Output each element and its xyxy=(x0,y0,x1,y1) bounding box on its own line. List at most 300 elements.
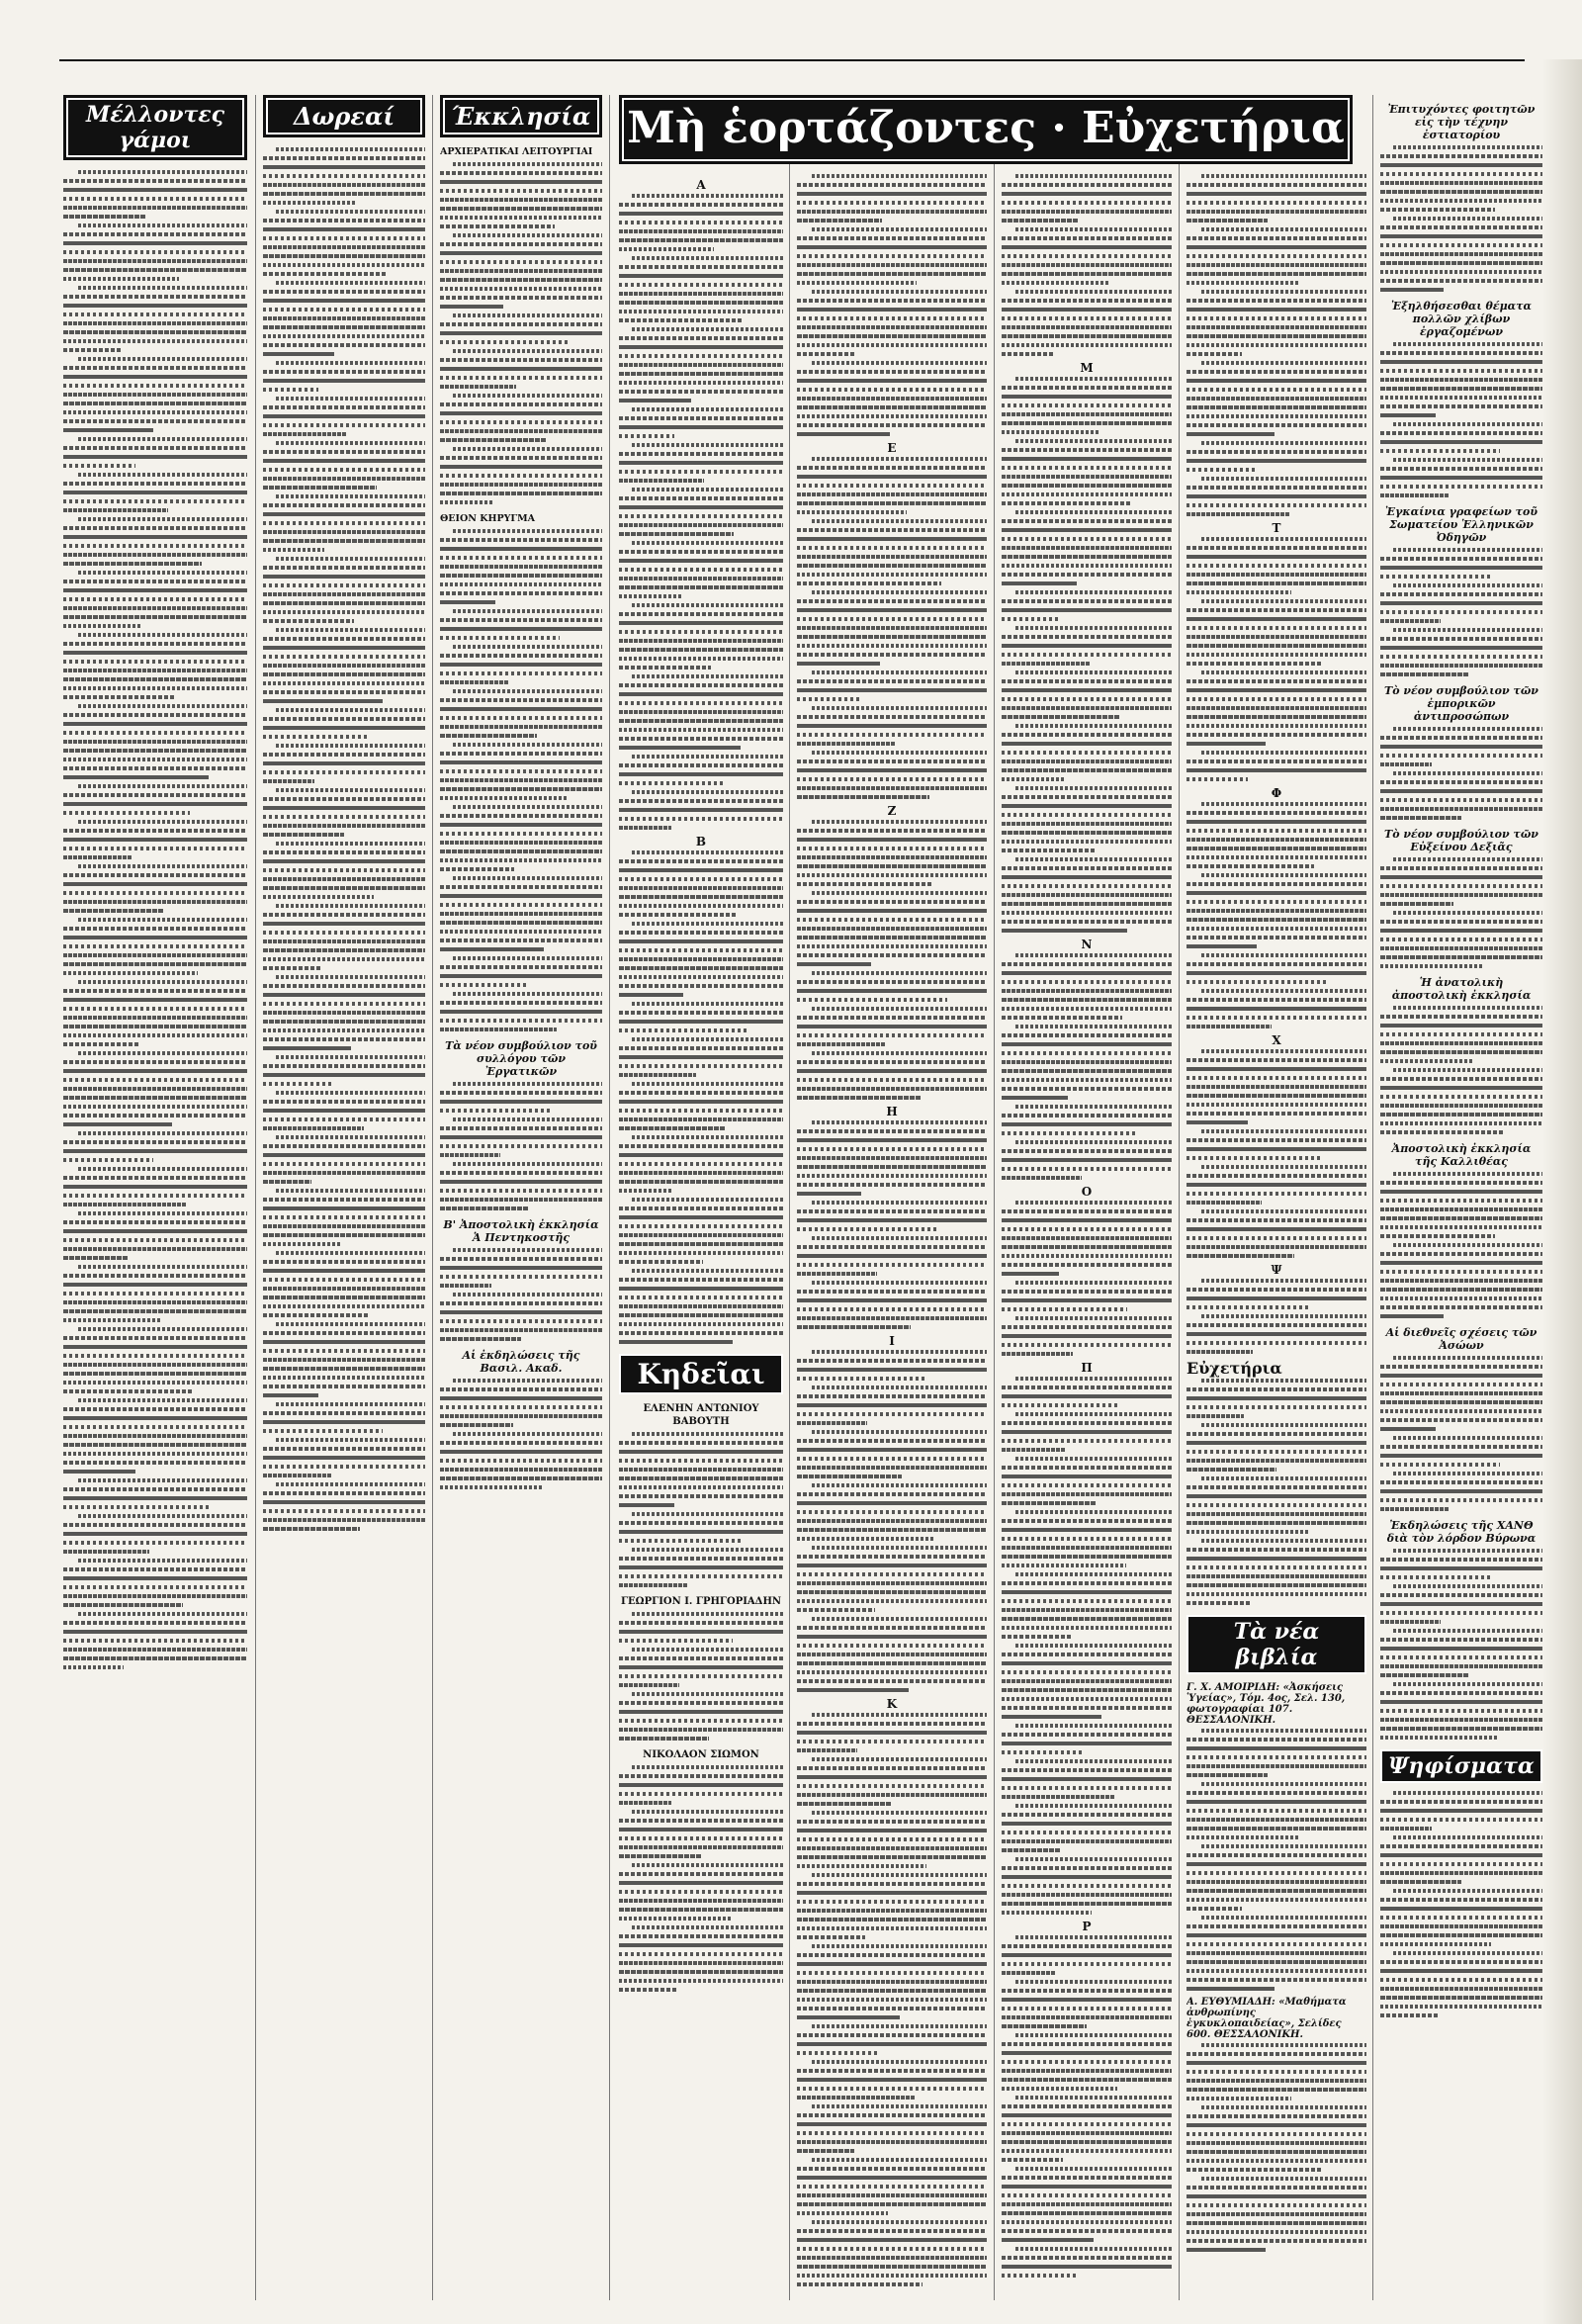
text-line xyxy=(63,793,247,797)
text-paragraph xyxy=(797,1051,987,1100)
book-review-1 xyxy=(1186,1729,1366,1991)
text-line xyxy=(1393,628,1542,632)
text-line xyxy=(797,1263,987,1267)
text-line xyxy=(1380,1827,1432,1831)
text-line xyxy=(1186,1485,1366,1489)
text-line xyxy=(1380,1898,1542,1902)
text-line xyxy=(619,1296,783,1299)
text-line xyxy=(797,653,987,657)
text-line xyxy=(1002,1122,1172,1126)
text-line xyxy=(263,263,425,267)
subheading-c8-2: Ἐξηλθήσεσθαι θέματα πολλῶν χλίβων ἐργαζομένων xyxy=(1391,300,1532,338)
text-line xyxy=(797,272,987,276)
text-line xyxy=(78,704,247,708)
text-line xyxy=(263,655,425,659)
text-line xyxy=(1002,980,1172,984)
text-line xyxy=(797,679,987,683)
text-paragraph xyxy=(1380,583,1542,623)
text-line xyxy=(619,913,736,917)
text-line xyxy=(440,402,602,406)
text-line xyxy=(63,1300,247,1304)
church-text-c xyxy=(440,1082,602,1210)
c8-text-j xyxy=(1380,1791,1542,2017)
text-line xyxy=(1186,1942,1366,1946)
text-line xyxy=(797,1218,987,1222)
text-line xyxy=(1015,1457,1172,1461)
text-line xyxy=(1002,1813,1172,1817)
text-line xyxy=(797,760,987,763)
text-line xyxy=(812,457,987,461)
text-line xyxy=(263,423,425,427)
text-line xyxy=(812,1007,987,1011)
text-line xyxy=(797,1421,867,1425)
text-line xyxy=(1002,840,1172,844)
text-paragraph xyxy=(1002,857,1172,933)
text-line xyxy=(440,1180,602,1184)
text-line xyxy=(797,1298,987,1302)
text-line xyxy=(619,1728,783,1732)
text-line xyxy=(797,1837,987,1841)
text-line xyxy=(440,894,602,898)
text-line xyxy=(78,820,247,824)
text-line xyxy=(263,761,425,765)
text-line xyxy=(276,494,425,498)
text-line xyxy=(1186,2114,1366,2118)
text-line xyxy=(440,340,569,344)
text-line xyxy=(263,779,314,783)
text-line xyxy=(619,1854,701,1858)
text-line xyxy=(1186,980,1329,984)
text-line xyxy=(440,260,602,264)
text-line xyxy=(1002,201,1172,205)
text-line xyxy=(1380,884,1542,888)
text-line xyxy=(263,1126,364,1130)
text-line xyxy=(632,194,783,198)
text-line xyxy=(812,1483,987,1487)
text-line xyxy=(1002,1042,1172,1046)
text-line xyxy=(63,802,247,806)
text-line xyxy=(63,1025,247,1028)
text-line xyxy=(797,281,917,285)
text-line xyxy=(1186,1960,1366,1964)
text-line xyxy=(1002,236,1172,240)
text-line xyxy=(1002,1831,1172,1834)
text-line xyxy=(797,697,861,701)
text-line xyxy=(619,966,783,970)
text-line xyxy=(619,719,783,723)
text-line xyxy=(1002,1176,1082,1180)
text-line xyxy=(263,753,425,757)
c8-text-f xyxy=(1380,1006,1542,1134)
text-paragraph xyxy=(263,842,425,899)
text-line xyxy=(1186,688,1366,692)
text-line xyxy=(1380,1575,1492,1579)
text-line xyxy=(1186,662,1323,666)
text-line xyxy=(619,683,783,687)
text-line xyxy=(1186,936,1366,939)
text-line xyxy=(63,953,247,957)
text-line xyxy=(1186,1288,1366,1292)
text-line xyxy=(1393,1835,1542,1839)
text-line xyxy=(632,603,783,607)
text-line xyxy=(797,183,987,187)
text-paragraph xyxy=(797,2220,987,2286)
text-line xyxy=(619,247,714,251)
text-line xyxy=(1380,1727,1542,1731)
text-line xyxy=(63,606,247,610)
text-line xyxy=(797,1748,857,1752)
text-line xyxy=(619,1979,783,1983)
text-line xyxy=(63,535,247,539)
subheading-c8-7: Ἀποστολικὴ ἐκκλησία τῆς Καλλιθέας xyxy=(1391,1142,1532,1168)
text-paragraph xyxy=(797,457,987,514)
text-line xyxy=(619,1020,783,1024)
text-line xyxy=(1380,1383,1542,1386)
text-line xyxy=(619,310,783,313)
text-paragraph xyxy=(1002,1935,1172,1975)
text-line xyxy=(619,1215,783,1219)
text-line xyxy=(1002,599,1172,603)
text-line xyxy=(1186,2150,1366,2154)
book-review-2 xyxy=(1186,2043,1366,2252)
text-line xyxy=(1002,316,1172,320)
text-line xyxy=(1015,1935,1172,1939)
subheading-archieratikai: ΑΡΧΙΕΡΑΤΙΚΑΙ ΛΕΙΤΟΥΡΓΙΑΙ xyxy=(440,146,593,157)
text-paragraph xyxy=(63,170,247,219)
text-line xyxy=(1186,777,1248,781)
text-line xyxy=(812,1944,987,1948)
text-line xyxy=(619,1836,783,1840)
text-line xyxy=(1002,1096,1068,1100)
text-line xyxy=(1186,1183,1366,1187)
text-line xyxy=(1380,1391,1542,1395)
text-line xyxy=(1380,1024,1542,1028)
text-line xyxy=(1380,902,1453,906)
text-line xyxy=(1380,288,1444,292)
text-line xyxy=(1002,1528,1172,1532)
text-line xyxy=(1201,802,1366,806)
text-line xyxy=(1186,635,1366,639)
text-line xyxy=(1015,1025,1172,1028)
text-line xyxy=(1002,1114,1172,1117)
text-line xyxy=(453,1162,602,1166)
text-line xyxy=(1380,1907,1542,1911)
text-line xyxy=(619,1521,783,1525)
text-line xyxy=(1201,2105,1366,2109)
text-line xyxy=(263,486,377,490)
text-line xyxy=(63,1648,247,1652)
alphabet-letter-heading: Η xyxy=(886,1105,898,1118)
text-line xyxy=(263,521,425,525)
text-line xyxy=(63,428,153,432)
text-paragraph xyxy=(797,1757,987,1806)
text-line xyxy=(1201,1844,1366,1848)
text-paragraph xyxy=(797,2060,987,2100)
text-line xyxy=(797,466,987,470)
text-line xyxy=(276,210,425,214)
text-line xyxy=(263,1171,425,1175)
text-line xyxy=(263,334,425,338)
text-line xyxy=(63,758,247,761)
text-line xyxy=(797,1096,921,1100)
text-line xyxy=(1002,1421,1172,1425)
book-title-1: Γ. Χ. ΑΜΟΙΡΙΔΗ: «Ἀσκήσεις Ὑγείας», Τόμ. 4ος, Σελ. 130, φωτογραφίαι 107. ΘΕΣΣΑΛΟΝΙΚΗ. xyxy=(1186,1682,1346,1726)
text-line xyxy=(63,1069,247,1073)
text-line xyxy=(78,1051,247,1055)
text-line xyxy=(1186,617,1366,621)
text-line xyxy=(263,1429,383,1433)
text-line xyxy=(619,808,783,812)
text-line xyxy=(1186,2230,1366,2234)
text-line xyxy=(1186,1103,1366,1107)
text-line xyxy=(63,1158,153,1162)
text-paragraph xyxy=(1380,1889,1542,1946)
text-paragraph xyxy=(63,1167,247,1207)
text-line xyxy=(797,1501,987,1505)
text-line xyxy=(1186,468,1257,472)
text-line xyxy=(797,1412,987,1416)
text-line xyxy=(1186,210,1366,214)
text-line xyxy=(1002,715,1120,719)
text-line xyxy=(1380,1566,1542,1570)
text-line xyxy=(1002,1334,1172,1338)
text-line xyxy=(1186,1147,1366,1151)
text-line xyxy=(1186,334,1366,338)
text-line xyxy=(797,1129,987,1133)
text-line xyxy=(276,1402,425,1406)
text-line xyxy=(797,2042,987,2046)
text-paragraph xyxy=(440,349,602,389)
alphabet-letter-heading: Β xyxy=(695,835,707,849)
text-line xyxy=(1002,2211,1172,2215)
text-line xyxy=(276,1251,425,1255)
text-line xyxy=(1201,1379,1366,1383)
text-line xyxy=(1002,1227,1172,1231)
subheading-theion-kirygma: ΘΕΙΟΝ ΚΗΡΥΓΜΑ xyxy=(440,513,536,524)
text-line xyxy=(1380,1050,1542,1054)
text-line xyxy=(263,1367,425,1371)
text-paragraph xyxy=(619,488,783,536)
text-paragraph xyxy=(619,603,783,670)
text-line xyxy=(797,1599,987,1603)
text-line xyxy=(812,590,987,594)
text-line xyxy=(619,568,783,572)
text-line xyxy=(1002,564,1172,568)
text-line xyxy=(1201,1129,1366,1133)
text-paragraph xyxy=(1002,174,1172,223)
text-line xyxy=(1002,2185,1172,2189)
text-line xyxy=(1186,1396,1366,1400)
text-line xyxy=(632,443,783,447)
text-line xyxy=(1186,1791,1366,1795)
text-line xyxy=(78,571,247,575)
text-paragraph xyxy=(63,704,247,779)
name-days-text-a xyxy=(619,178,783,1344)
text-line xyxy=(1380,413,1436,417)
text-line xyxy=(63,891,247,895)
text-line xyxy=(1186,192,1366,196)
text-line xyxy=(276,788,425,792)
text-paragraph xyxy=(63,571,247,628)
text-line xyxy=(63,1425,247,1429)
text-line xyxy=(812,174,987,178)
text-line xyxy=(1393,1006,1542,1010)
text-line xyxy=(63,482,247,486)
text-line xyxy=(263,646,425,650)
text-line xyxy=(440,322,602,326)
text-line xyxy=(440,787,602,791)
text-line xyxy=(1380,610,1542,614)
text-paragraph xyxy=(1002,227,1172,285)
text-paragraph xyxy=(63,784,247,815)
text-line xyxy=(1201,1476,1366,1480)
text-line xyxy=(797,1174,987,1178)
text-line xyxy=(63,642,247,646)
text-line xyxy=(1380,1800,1542,1804)
text-line xyxy=(797,2113,987,2117)
text-line xyxy=(263,1073,425,1077)
text-line xyxy=(797,352,856,356)
text-line xyxy=(1002,1448,1065,1452)
text-line xyxy=(1380,938,1542,941)
text-line xyxy=(619,265,783,269)
text-line xyxy=(1380,1015,1542,1019)
book-title-2: Α. ΕΥΘΥΜΙΑΔΗ: «Μαθήματα ἀνθρωπίνης ἐγκυκλοπαιδείας», Σελίδες 600. ΘΕΣΣΑΛΟΝΙΚΗ. xyxy=(1186,1997,1347,2040)
text-line xyxy=(440,778,602,782)
text-paragraph xyxy=(1186,873,1366,948)
text-line xyxy=(1380,575,1492,579)
text-line xyxy=(619,434,674,438)
text-line xyxy=(1186,742,1266,746)
text-line xyxy=(276,557,425,561)
text-line xyxy=(440,429,602,433)
text-line xyxy=(1015,439,1172,443)
text-line xyxy=(1186,219,1268,223)
text-line xyxy=(619,1952,783,1956)
text-line xyxy=(1186,2141,1366,2145)
text-line xyxy=(797,492,987,496)
text-line xyxy=(1186,1880,1366,1884)
text-line xyxy=(1201,1314,1366,1318)
text-line xyxy=(263,690,425,694)
text-line xyxy=(619,701,783,705)
text-line xyxy=(1186,1862,1366,1866)
text-line xyxy=(1186,1245,1366,1249)
text-paragraph xyxy=(1380,1006,1542,1063)
text-line xyxy=(1186,494,1366,498)
text-line xyxy=(1002,1209,1172,1213)
text-line xyxy=(619,203,783,207)
text-line xyxy=(1186,1898,1366,1902)
text-line xyxy=(797,989,987,993)
text-paragraph xyxy=(1380,145,1542,212)
column-divider xyxy=(1179,95,1180,2300)
text-line xyxy=(797,308,987,312)
text-line xyxy=(1186,379,1366,383)
text-line xyxy=(1380,1862,1542,1866)
text-line xyxy=(1393,458,1542,462)
text-line xyxy=(797,1731,987,1735)
text-line xyxy=(63,615,247,619)
text-line xyxy=(1015,290,1172,294)
text-paragraph xyxy=(797,1944,987,2019)
text-paragraph xyxy=(1380,911,1542,968)
text-line xyxy=(1380,1664,1542,1668)
text-line xyxy=(797,847,987,850)
text-line xyxy=(63,232,247,236)
text-line xyxy=(812,1546,987,1550)
text-line xyxy=(63,722,247,726)
text-line xyxy=(1186,564,1366,568)
text-line xyxy=(797,2015,900,2019)
text-line xyxy=(1186,1305,1311,1309)
text-line xyxy=(1002,272,1172,276)
text-line xyxy=(1186,1236,1366,1240)
text-line xyxy=(797,927,987,931)
text-line xyxy=(797,510,907,514)
text-paragraph xyxy=(619,1612,783,1643)
text-line xyxy=(619,1583,688,1587)
text-paragraph xyxy=(619,1863,783,1921)
text-line xyxy=(63,455,247,459)
text-line xyxy=(440,1207,529,1210)
text-paragraph xyxy=(1186,2177,1366,2252)
text-line xyxy=(440,1459,602,1463)
text-paragraph xyxy=(63,864,247,913)
text-line xyxy=(797,1635,987,1639)
text-line xyxy=(1393,911,1542,915)
text-paragraph xyxy=(440,1432,602,1489)
text-line xyxy=(263,1269,425,1273)
text-line xyxy=(1186,1800,1366,1804)
text-line xyxy=(263,468,425,472)
text-line xyxy=(63,873,247,877)
text-paragraph xyxy=(440,1117,602,1157)
text-line xyxy=(263,1304,425,1308)
text-line xyxy=(263,1287,425,1291)
text-line xyxy=(619,948,783,952)
text-line xyxy=(63,1381,247,1385)
text-line xyxy=(1186,1025,1272,1028)
text-line xyxy=(1380,1059,1474,1063)
text-line xyxy=(1201,989,1366,993)
text-line xyxy=(1002,1822,1172,1826)
text-line xyxy=(1002,998,1172,1002)
text-line xyxy=(440,171,602,175)
text-line xyxy=(63,1105,247,1109)
text-line xyxy=(797,1740,987,1743)
text-line xyxy=(1380,476,1542,480)
text-line xyxy=(263,512,425,516)
text-line xyxy=(619,895,783,899)
text-line xyxy=(1201,873,1366,877)
text-line xyxy=(797,2247,987,2251)
subheading-ekdiloseis: Αἱ ἐκδηλώσεις τῆς Βασιλ. Ακαδ. xyxy=(462,1349,580,1375)
text-line xyxy=(263,1296,425,1299)
text-paragraph xyxy=(1186,1916,1366,1991)
text-paragraph xyxy=(797,670,987,701)
text-line xyxy=(619,1485,783,1489)
text-line xyxy=(1186,1933,1366,1937)
text-line xyxy=(619,630,783,634)
text-line xyxy=(1380,1181,1542,1185)
text-line xyxy=(619,1162,783,1166)
text-line xyxy=(440,1171,602,1175)
text-paragraph xyxy=(797,1385,987,1425)
text-line xyxy=(1380,1305,1542,1309)
text-line xyxy=(1015,1724,1172,1728)
text-line xyxy=(619,1189,673,1193)
